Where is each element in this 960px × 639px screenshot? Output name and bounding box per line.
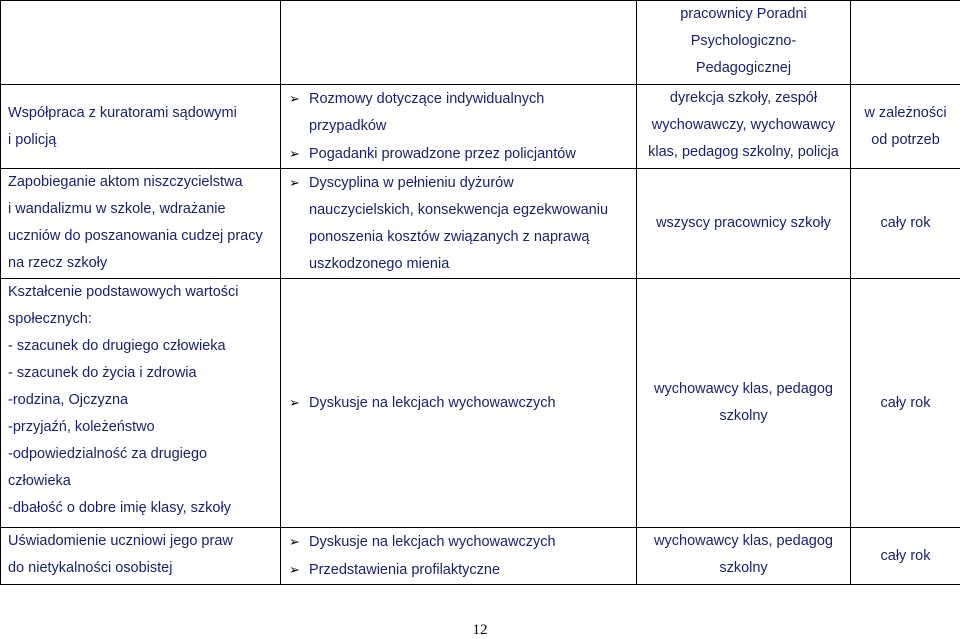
activity-item: ➢ Przedstawienia profilaktyczne [289, 556, 636, 584]
arrow-bullet-icon: ➢ [289, 395, 300, 410]
arrow-bullet-icon: ➢ [289, 146, 300, 161]
date-line: w zależności [864, 104, 947, 121]
activity-item-continuation: uszkodzonego mienia [309, 256, 450, 272]
responsible-cell [637, 1, 851, 85]
goal-line: uczniów do poszanowania cudzej pracy [8, 228, 263, 244]
responsible-line: Psychologiczno- [690, 33, 797, 49]
goal-line: -przyjaźń, koleżeństwo [8, 419, 155, 435]
responsible-line: wychowawcy klas, pedagog [654, 533, 833, 549]
date-line: cały rok [880, 394, 931, 411]
date-line: cały rok [880, 547, 931, 564]
table-row [1, 1, 960, 85]
arrow-bullet-icon: ➢ [289, 562, 300, 577]
goal-cell [1, 85, 281, 169]
goal-line: do nietykalności osobistej [8, 560, 173, 576]
activity-cell [281, 279, 637, 528]
responsible-line: szkolny [719, 408, 768, 424]
activity-cell [281, 169, 637, 279]
goal-line: - szacunek do życia i zdrowia [8, 365, 197, 381]
goal-line: -dbałość o dobre imię klasy, szkoły [8, 500, 231, 516]
activity-item: ➢ Pogadanki prowadzone przez policjantów [289, 140, 636, 168]
goal-line: człowieka [8, 473, 71, 489]
responsible-cell [637, 279, 851, 528]
responsible-cell [637, 528, 851, 585]
arrow-bullet-icon: ➢ [289, 175, 300, 190]
activity-item-continuation: nauczycielskich, konsekwencja egzekwowaniu [309, 202, 609, 218]
goal-line: na rzecz szkoły [8, 255, 108, 271]
activity-item: ➢ Rozmowy dotyczące indywidualnych [289, 85, 636, 113]
goal-line: Współpraca z kuratorami sądowymi [8, 104, 237, 121]
goal-line: - szacunek do drugiego człowieka [8, 338, 226, 354]
date-cell [851, 279, 960, 528]
responsible-line: Pedagogicznej [695, 60, 792, 76]
goal-line: społecznych: [8, 311, 92, 327]
goal-line: -odpowiedzialność za drugiego [8, 446, 208, 462]
activity-cell [281, 1, 637, 85]
arrow-bullet-icon: ➢ [289, 91, 300, 106]
table-row [1, 169, 960, 279]
goal-cell [1, 1, 281, 85]
goal-line: Kształcenie podstawowych wartości [8, 284, 239, 300]
date-cell [851, 169, 960, 279]
responsible-line: klas, pedagog szkolny, policja [648, 144, 839, 160]
activity-item: ➢ Dyskusje na lekcjach wychowawczych [289, 528, 636, 556]
activity-item-continuation: ponoszenia kosztów związanych z naprawą [309, 229, 590, 245]
responsible-line: pracownicy Poradni [680, 6, 807, 22]
activity-item: ➢ Dyscyplina w pełnieniu dyżurów [289, 169, 636, 197]
responsible-line: dyrekcja szkoły, zespół [669, 90, 818, 106]
goal-cell [1, 528, 281, 585]
arrow-bullet-icon: ➢ [289, 534, 300, 549]
date-line: cały rok [880, 215, 931, 231]
activity-cell [281, 85, 637, 169]
table-row [1, 85, 960, 169]
date-cell [851, 1, 960, 85]
goal-line: Uświadomienie uczniowi jego praw [8, 533, 233, 549]
activity-item-continuation: przypadków [309, 118, 387, 134]
responsible-cell [637, 169, 851, 279]
date-cell [851, 528, 960, 585]
date-cell [851, 85, 960, 169]
goal-line: -rodzina, Ojczyzna [8, 392, 129, 408]
responsible-line: szkolny [719, 560, 768, 576]
responsible-line: wychowawcy klas, pedagog [654, 381, 833, 397]
goal-line: i wandalizmu w szkole, wdrażanie [8, 201, 226, 217]
responsible-line: wychowawczy, wychowawcy [651, 117, 836, 133]
date-line: od potrzeb [871, 131, 940, 148]
responsible-line: wszyscy pracownicy szkoły [656, 215, 831, 231]
activity-item: ➢ Dyskusje na lekcjach wychowawczych [289, 389, 636, 417]
goal-line: Zapobieganie aktom niszczycielstwa [8, 174, 243, 190]
page-number: 12 [472, 622, 488, 638]
activity-cell [281, 528, 637, 585]
goal-cell [1, 169, 281, 279]
table-row [1, 279, 960, 528]
goal-line: i policją [8, 131, 57, 148]
table-row [1, 528, 960, 585]
goal-cell [1, 279, 281, 528]
responsible-cell [637, 85, 851, 169]
